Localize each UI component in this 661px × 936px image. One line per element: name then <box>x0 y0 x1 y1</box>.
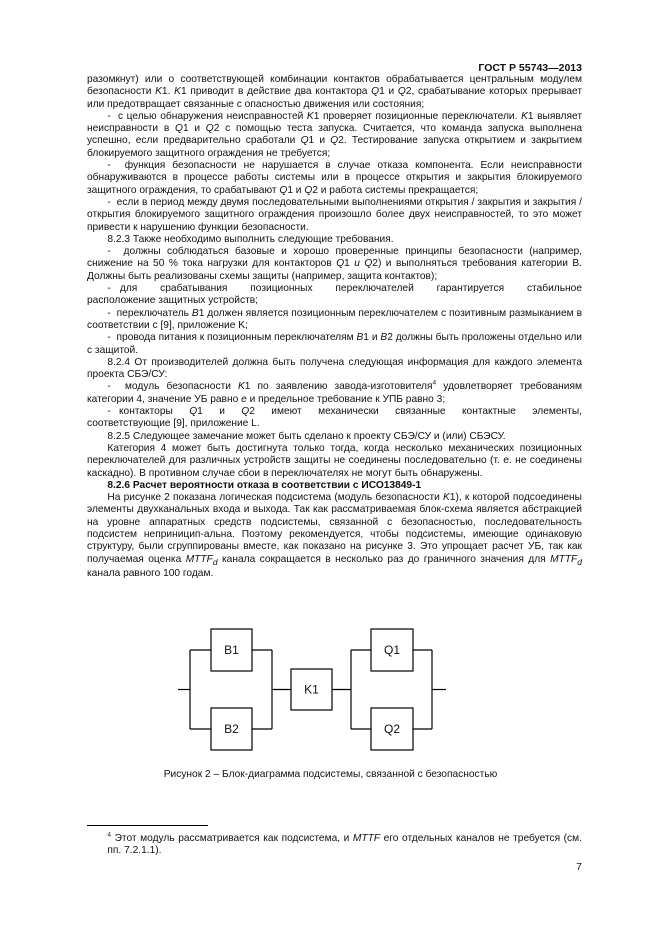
document-code: ГОСТ Р 55743—2013 <box>478 62 582 74</box>
footnote <box>87 833 582 858</box>
block-b1-label: B1 <box>224 643 239 657</box>
figure-caption: Рисунок 2 – Блок-диаграмма подсистемы, связанной с безопасностью <box>163 769 498 780</box>
paragraph: - провода питания к позиционным переключателям B1 и B2 должны быть проложены отдельно или с защитой. <box>87 332 582 356</box>
paragraph: 8.2.3 Также необходимо выполнить следующие требования. <box>107 233 394 245</box>
paragraph: На рисунке 2 показана логическая подсистема (модуль безопасности K1), к которой подсоединены элементы двухканальных входа и выхода. Так как рассматриваемая блок-схема является абстракцией на уровне аппаратных средств подсистемы, связанной с безопасностью, последовательность подсистем неприницип-альна. Поэтому рекомендуется, чтобы подсистемы, имеющие одинаковую структуру, были сгруппированы вместе, как показано на рисунке 3. Это упрощает расчет УБ, так как получаемая оценка $MTTF_d$ канала сокращается в несколько раз до граничного значения для $MTTF_d$ канала равного 100 годам. <box>87 492 583 579</box>
page-body <box>87 74 582 580</box>
block-k1-label: K1 <box>304 682 319 697</box>
page-number: 7 <box>576 861 582 873</box>
block-diagram <box>170 622 500 757</box>
block-b2-label: B2 <box>224 722 239 736</box>
paragraph: - переключатель B1 должен является позиционным переключателем с позитивным размыканием в соответствии с [9], приложение K; <box>87 307 582 331</box>
paragraph: - с целью обнаружения неисправностей K1 проверяет позиционные переключатели. K1 выявляет неисправности в Q1 и Q2 с помощью теста запуска. Считается, что команда запуска выполнена успешно, если предварительно сработали Q1 и Q2. Тестирование запуска открытием и закрытием блокируемого защитного ограждения не требуется; <box>87 110 583 159</box>
paragraph: - контакторы Q1 и Q2 имеют механически связанные контактные элементы, соответствующие [9], приложение L. <box>87 406 582 430</box>
paragraph: 8.2.5 Следующее замечание может быть сделано к проекту СБЭ/СУ и (или) СБЭСУ. <box>107 430 506 442</box>
paragraph: - для срабатывания позиционных переключателей гарантируется стабильное расположение защитных устройств; <box>87 283 582 307</box>
block-q2-label: Q2 <box>383 722 401 736</box>
paragraph: Категория 4 может быть достигнута только тогда, когда несколько механических позиционных переключателей для различных устройств защиты не соединены последовательно (т. е. не соединены каскадно). В противном случае сбои в переключателях не могут быть обнаружены. <box>87 442 582 479</box>
paragraph: - модуль безопасности K1 по заявлению завода-изготовителя$^4$ удовлетворяет требованиям категории 4, значение УБ равно e и предельное требование к УПБ равно 3; <box>87 380 582 405</box>
paragraph: - функция безопасности не нарушается в случае отказа компонента. Если неисправности обнаруживаются в процессе работы системы или в процессе открытия и закрытия блокируемого защитного ограждения, то срабатывают Q1 и Q2 и работа системы прекращается; <box>87 160 582 196</box>
paragraph: - если в период между двумя последовательными выполнениями открытия / закрытия и закрытия / открытия блокируемого защитного ограждения произошло более двух неисправностей, то это может привести к нарушению функции безопасности. <box>87 196 582 233</box>
footnote-text: $^4$ Этот модуль рассматривается как подсистема, и MTTF его отдельных каналов не требуется (см. пп. 7.2.1.1). <box>107 831 582 857</box>
paragraph: разомкнут) или о соответствующей комбинации контактов обрабатывается центральным модулем безопасности K1. K1 приводит в действие два контактора Q1 и Q2, срабатывание которых прерывает или предотвращает связанные с опасностью движения или состояния; <box>87 74 582 110</box>
footnote-rule <box>87 825 208 826</box>
block-q1-label: Q1 <box>383 643 401 657</box>
section-heading: 8.2.6 Расчет вероятности отказа в соответствии с ИСО13849-1 <box>107 479 422 491</box>
paragraph: - должны соблюдаться базовые и хорошо проверенные принципы безопасности (например, снижение на 50 % тока нагрузки для контакторов Q1 и Q2) и выполняться требования категории В. Должны быть реализованы схемы защиты (например, защита контактов); <box>87 246 582 282</box>
paragraph: 8.2.4 От производителей должна быть получена следующая информация для каждого элемента проекта СБЭ/СУ: <box>87 356 582 381</box>
